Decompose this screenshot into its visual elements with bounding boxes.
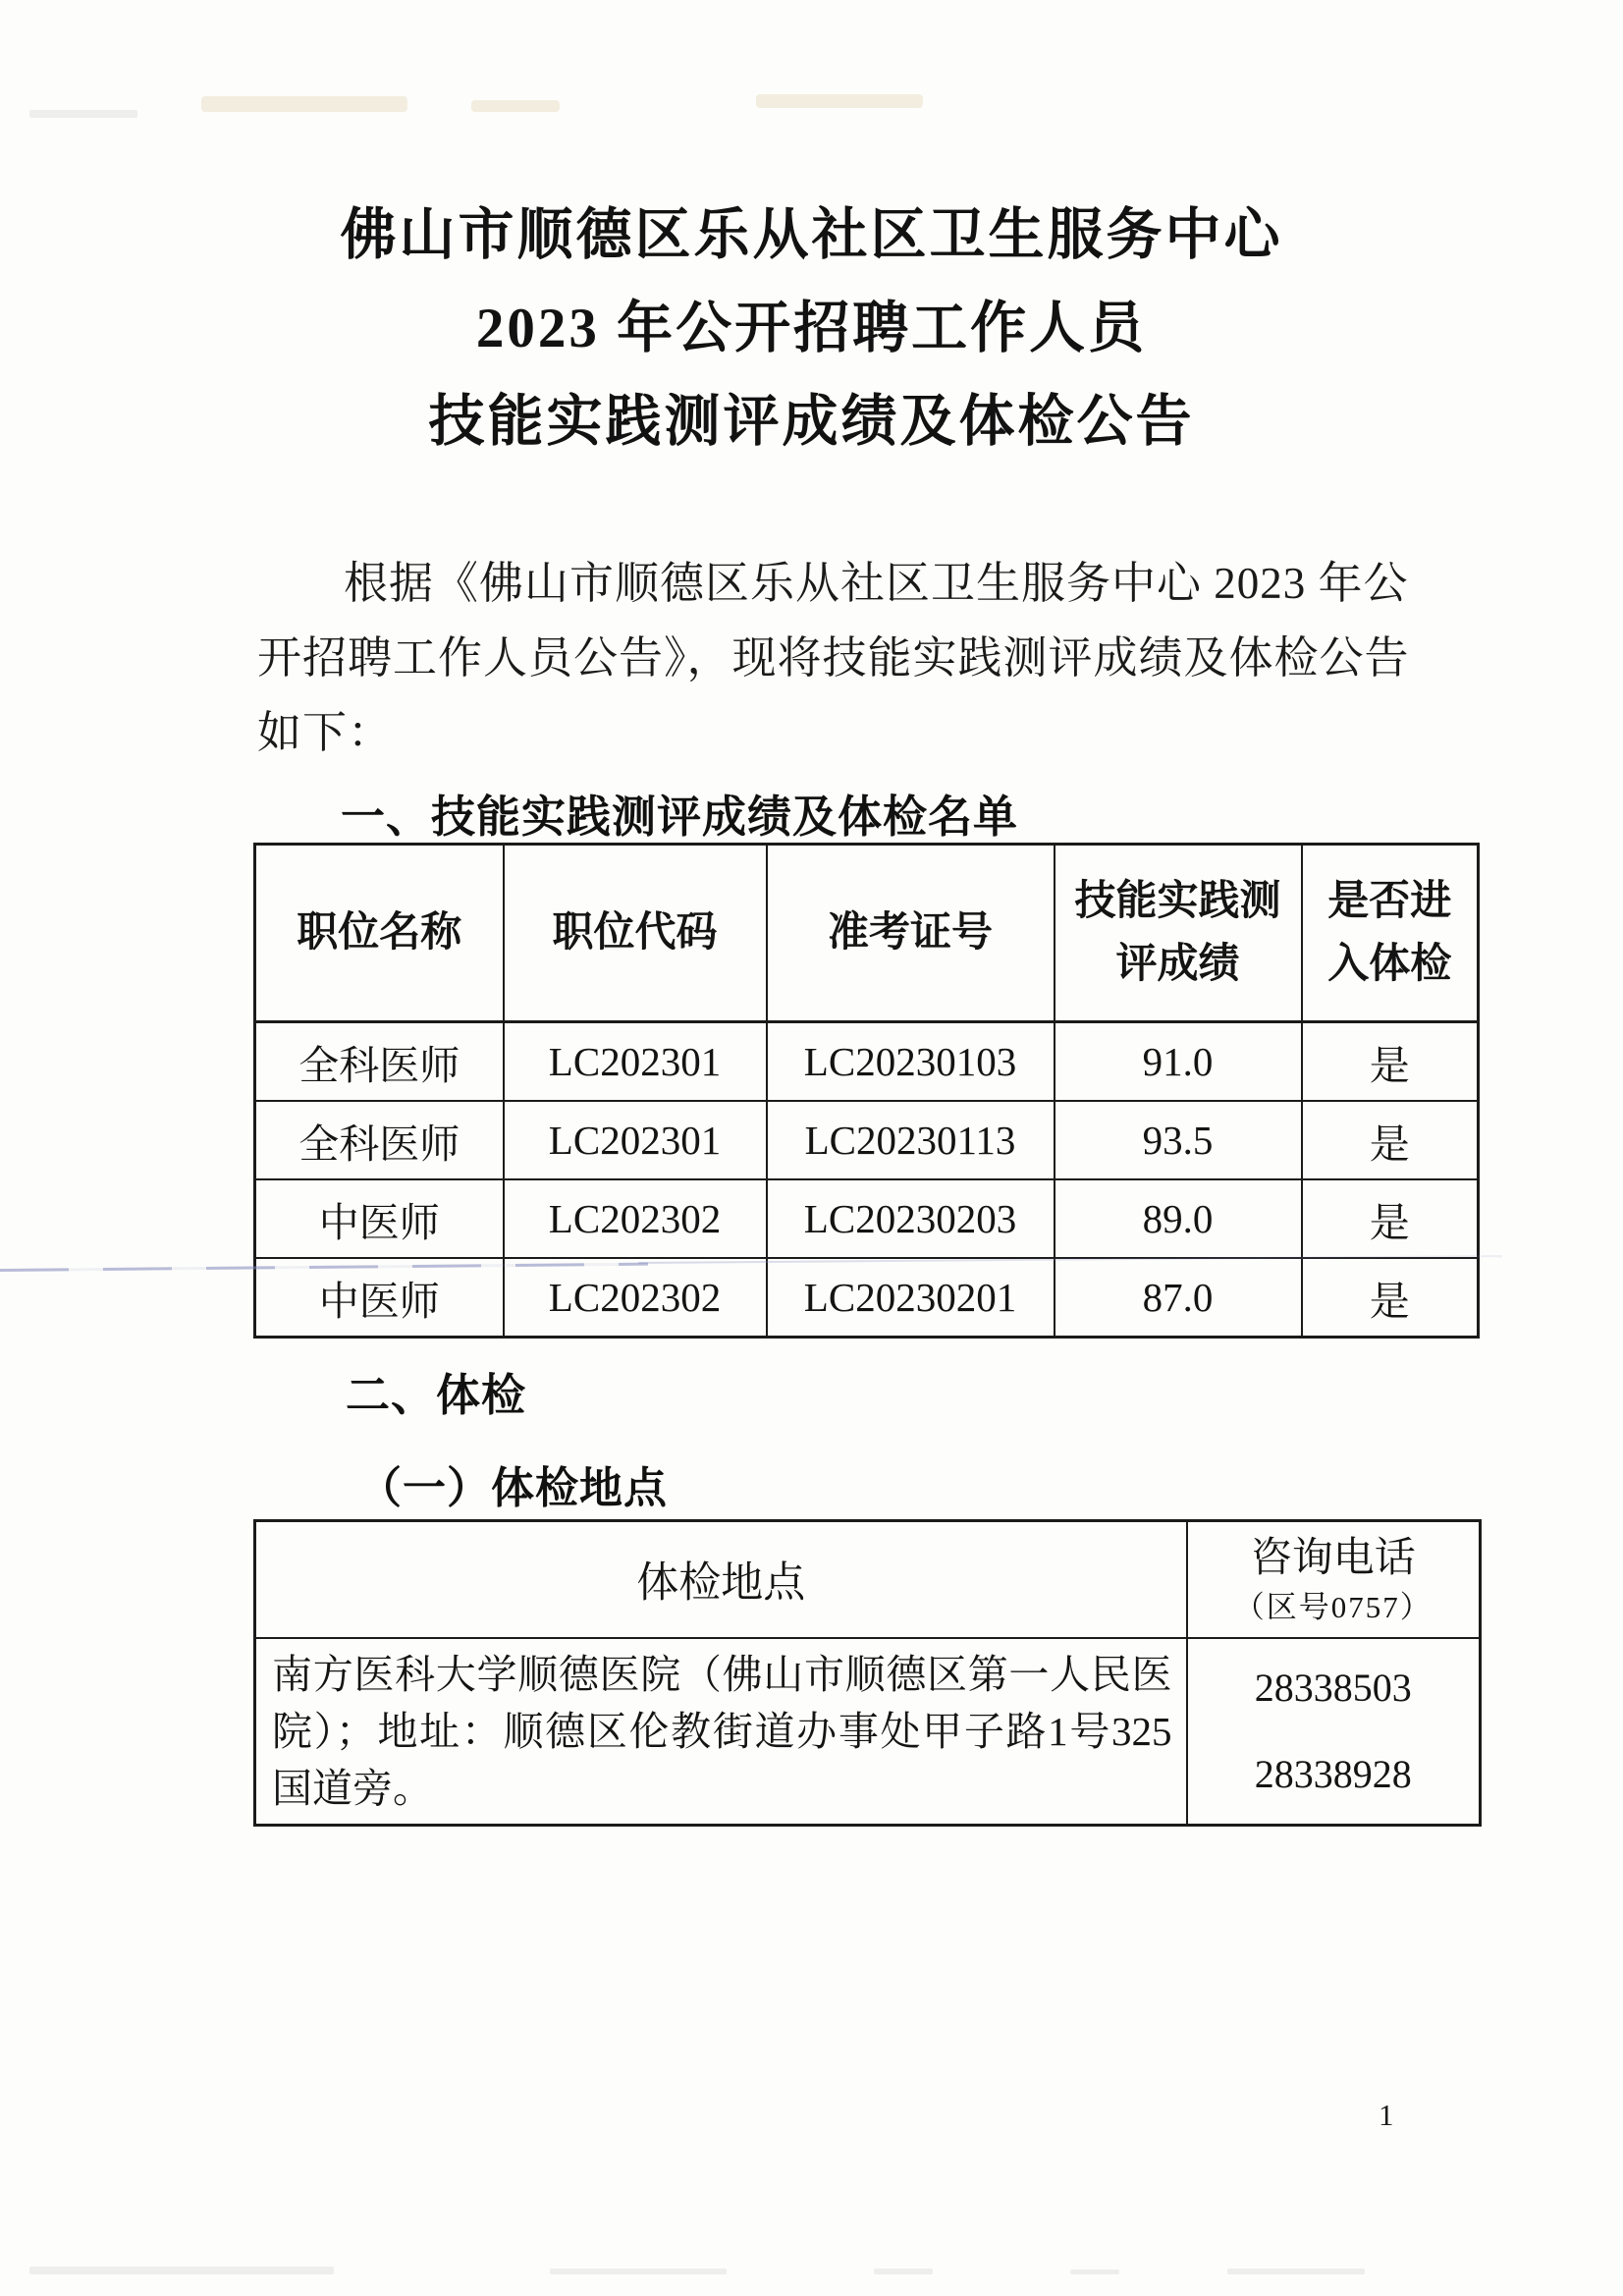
exam-header-row (255, 1521, 1481, 1639)
cell-location: 南方医科大学顺德医院（佛山市顺德区第一人民医院）；地址：顺德区伦教街道办事处甲子路1号325国道旁。 (255, 1638, 1187, 1826)
page-number: 1 (1379, 2098, 1394, 2132)
table-row (255, 1101, 1479, 1179)
cell-code: LC202301 (504, 1101, 767, 1179)
cell-position: 中医师 (255, 1258, 504, 1338)
scan-noise (29, 110, 137, 118)
results-header-row (255, 845, 1479, 1022)
col-header-text: 是否进 (1327, 879, 1452, 924)
document-title (0, 189, 1623, 468)
scan-noise (550, 2269, 727, 2274)
col-header-ticket (767, 845, 1055, 1022)
table-row (255, 1022, 1479, 1102)
cell-enter-physical: 是 (1302, 1179, 1479, 1258)
col-header-text: 评成绩 (1115, 942, 1240, 987)
results-table (253, 843, 1480, 1339)
cell-position: 中医师 (255, 1179, 504, 1258)
exam-location-table (253, 1519, 1482, 1827)
col-header-text: 入体检 (1327, 942, 1452, 987)
cell-score: 87.0 (1055, 1258, 1302, 1338)
col-header-score (1055, 845, 1302, 1022)
col-header-location: 体检地点 (255, 1521, 1187, 1639)
cell-score: 89.0 (1055, 1179, 1302, 1258)
cell-enter-physical: 是 (1302, 1101, 1479, 1179)
cell-position: 全科医师 (255, 1022, 504, 1102)
col-header-phone (1187, 1521, 1481, 1639)
table-row (255, 1179, 1479, 1258)
phone-header-areacode: （区号0757） (1233, 1589, 1433, 1624)
scan-noise (29, 2267, 334, 2274)
phone-header-title: 咨询电话 (1250, 1535, 1416, 1581)
scan-smudge (201, 96, 407, 112)
cell-code: LC202302 (504, 1258, 767, 1338)
section2-heading: 二、体检 (346, 1370, 527, 1420)
intro-line: 开招聘工作人员公告》，现将技能实践测评成绩及体检公告 (257, 633, 1410, 683)
title-line-2: 2023 年公开招聘工作人员 (475, 298, 1148, 359)
section1-heading: 一、技能实践测评成绩及体检名单 (341, 792, 1019, 842)
cell-enter-physical: 是 (1302, 1022, 1479, 1102)
table-row (255, 1638, 1481, 1826)
phone-number: 28338928 (1254, 1752, 1412, 1796)
col-header-text: 技能实践测 (1074, 879, 1281, 924)
col-header-text: 准考证号 (827, 910, 993, 956)
title-line-3: 技能实践测评成绩及体检公告 (428, 391, 1195, 453)
col-header-code (504, 845, 767, 1022)
cell-ticket: LC20230113 (767, 1101, 1055, 1179)
scan-noise (1227, 2269, 1365, 2274)
intro-paragraph (257, 546, 1435, 770)
cell-code: LC202302 (504, 1179, 767, 1258)
cell-ticket: LC20230203 (767, 1179, 1055, 1258)
cell-ticket: LC20230103 (767, 1022, 1055, 1102)
table-row (255, 1258, 1479, 1338)
intro-line: 根据《佛山市顺德区乐从社区卫生服务中心 2023 年公 (344, 559, 1409, 608)
cell-enter-physical: 是 (1302, 1258, 1479, 1338)
cell-ticket: LC20230201 (767, 1258, 1055, 1338)
phone-number: 28338503 (1254, 1666, 1412, 1710)
cell-position: 全科医师 (255, 1101, 504, 1179)
scan-smudge (756, 94, 923, 108)
section2-sub-heading: （一）体检地点 (358, 1464, 668, 1512)
col-header-enter-physical (1302, 845, 1479, 1022)
scan-smudge (471, 100, 560, 112)
cell-phones (1187, 1638, 1481, 1826)
cell-score: 91.0 (1055, 1022, 1302, 1102)
intro-line: 如下： (257, 708, 394, 757)
cell-score: 93.5 (1055, 1101, 1302, 1179)
col-header-text: 职位代码 (552, 910, 718, 956)
cell-code: LC202301 (504, 1022, 767, 1102)
col-header-text: 职位名称 (297, 910, 462, 956)
col-header-position (255, 845, 504, 1022)
scan-noise (1070, 2269, 1119, 2274)
title-line-1: 佛山市顺德区乐从社区卫生服务中心 (340, 204, 1283, 266)
scan-noise (874, 2269, 933, 2274)
